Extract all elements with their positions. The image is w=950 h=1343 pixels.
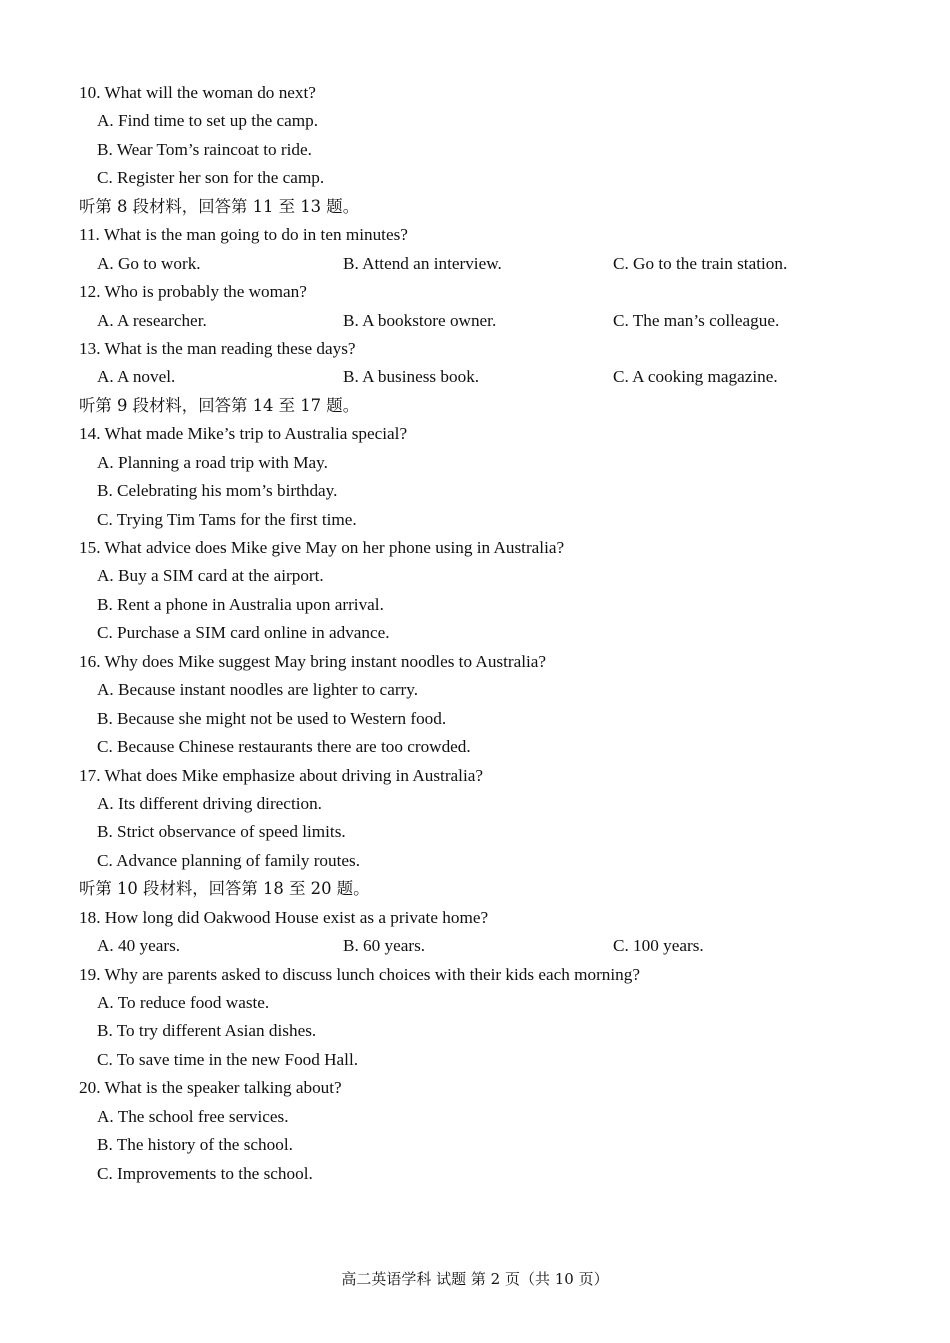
- question-stem: 13. What is the man reading these days?: [79, 338, 356, 358]
- answer-option: C. Advance planning of family routes.: [97, 850, 361, 870]
- section-instruction: 听第 8 段材料，回答第 11 至 13 题。: [79, 196, 360, 216]
- answer-options-row: [79, 363, 899, 391]
- answer-option: B. Rent a phone in Australia upon arrival.: [97, 594, 384, 614]
- answer-option: A. A researcher.: [97, 310, 207, 330]
- question-stem: 17. What does Mike emphasize about driving in Australia?: [79, 765, 483, 785]
- answer-option: A. To reduce food waste.: [97, 993, 270, 1012]
- answer-option: A. A novel.: [97, 367, 176, 387]
- answer-options-row: [79, 250, 899, 278]
- answer-options-row: [79, 307, 899, 335]
- answer-option: B. 60 years.: [343, 936, 426, 956]
- answer-option: C. Purchase a SIM card online in advance.: [97, 623, 390, 643]
- section-instruction: 听第 9 段材料，回答第 14 至 17 题。: [79, 395, 360, 415]
- question-stem: 19. Why are parents asked to discuss lunch choices with their kids each morning?: [79, 964, 640, 984]
- answer-option: A. Buy a SIM card at the airport.: [97, 566, 324, 586]
- page-footer: 高二英语学科 试题 第 2 页（共 10 页）: [341, 1270, 609, 1288]
- answer-option: A. Find time to set up the camp.: [97, 111, 319, 131]
- answer-option: B. The history of the school.: [97, 1135, 293, 1155]
- answer-option: B. A business book.: [343, 367, 480, 387]
- answer-option: A. The school free services.: [97, 1106, 289, 1126]
- answer-option: C. The man’s colleague.: [613, 310, 780, 330]
- question-stem: 11. What is the man going to do in ten minutes?: [79, 225, 408, 245]
- question-list: [79, 79, 899, 1188]
- answer-option: B. A bookstore owner.: [343, 310, 497, 330]
- answer-option: B. Attend an interview.: [343, 253, 502, 273]
- question-stem: 15. What advice does Mike give May on her phone using in Australia?: [79, 538, 565, 557]
- answer-option: C. Go to the train station.: [613, 253, 788, 273]
- answer-option: C. Improvements to the school.: [97, 1163, 313, 1183]
- answer-option: C. Trying Tim Tams for the first time.: [97, 509, 357, 529]
- answer-option: B. To try different Asian dishes.: [97, 1021, 317, 1041]
- question-stem: 10. What will the woman do next?: [79, 83, 316, 102]
- answer-options-row: [79, 932, 899, 960]
- answer-option: A. Because instant noodles are lighter to carry.: [97, 680, 419, 700]
- answer-option: A. Go to work.: [97, 253, 201, 273]
- question-stem: 18. How long did Oakwood House exist as a private home?: [79, 907, 489, 927]
- answer-option: A. Planning a road trip with May.: [97, 452, 328, 472]
- answer-option: C. 100 years.: [613, 936, 704, 956]
- answer-option: B. Because she might not be used to Western food.: [97, 708, 447, 728]
- answer-option: C. Because Chinese restaurants there are too crowded.: [97, 737, 471, 757]
- answer-option: C. A cooking magazine.: [613, 367, 778, 387]
- answer-option: B. Wear Tom’s raincoat to ride.: [97, 139, 312, 159]
- answer-option: A. Its different driving direction.: [97, 793, 322, 813]
- question-stem: 16. Why does Mike suggest May bring instant noodles to Australia?: [79, 651, 547, 671]
- answer-option: C. Register her son for the camp.: [97, 168, 325, 188]
- section-instruction: 听第 10 段材料，回答第 18 至 20 题。: [79, 879, 370, 899]
- question-stem: 14. What made Mike’s trip to Australia special?: [79, 424, 408, 444]
- question-stem: 20. What is the speaker talking about?: [79, 1078, 342, 1098]
- answer-option: B. Strict observance of speed limits.: [97, 822, 346, 842]
- question-stem: 12. Who is probably the woman?: [79, 282, 307, 302]
- answer-option: B. Celebrating his mom’s birthday.: [97, 481, 338, 501]
- answer-option: C. To save time in the new Food Hall.: [97, 1049, 359, 1069]
- answer-option: A. 40 years.: [97, 936, 181, 956]
